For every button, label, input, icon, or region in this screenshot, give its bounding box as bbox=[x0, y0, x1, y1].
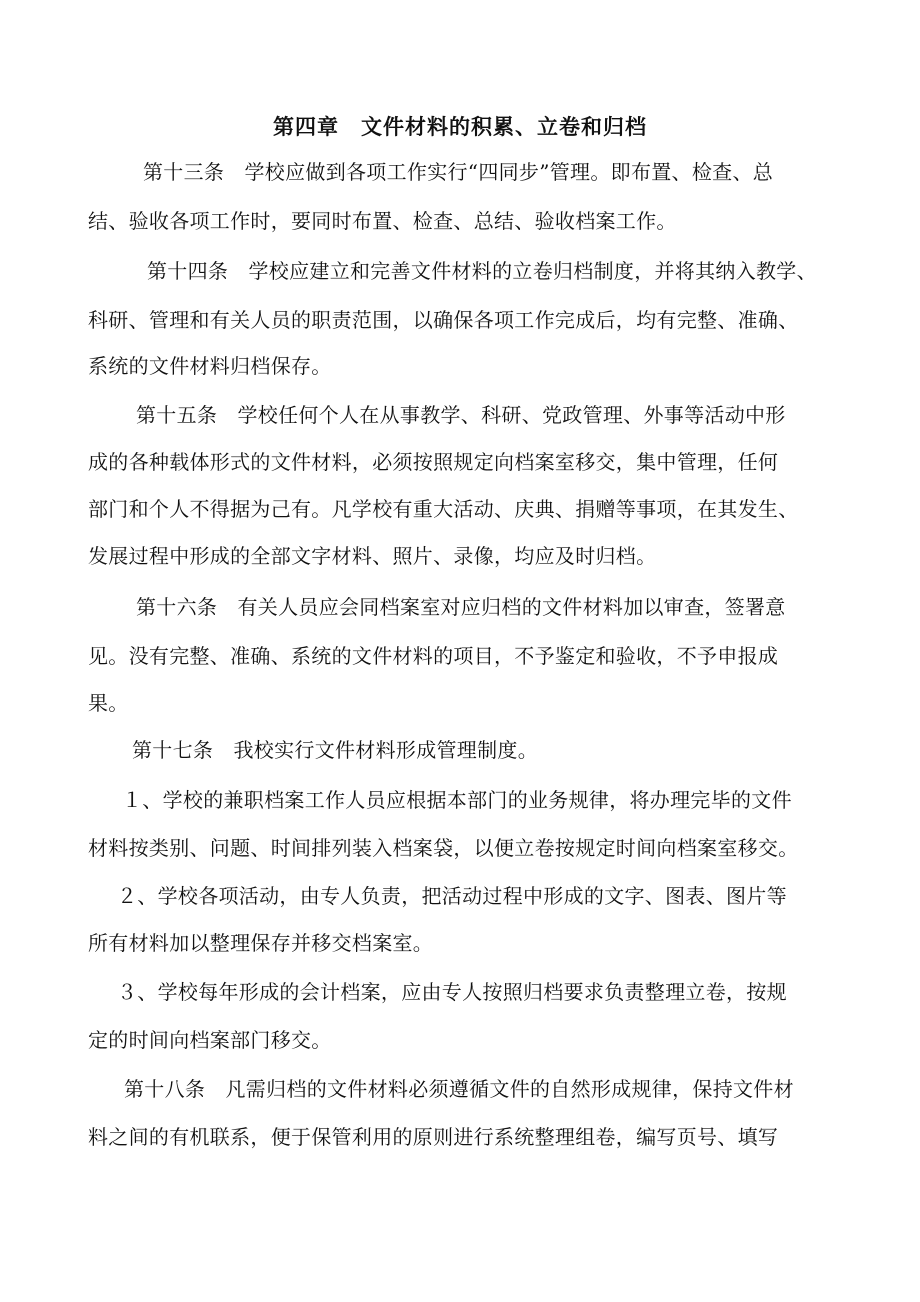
article-16-line-3: 果。 bbox=[88, 691, 129, 715]
article-13-line-1: 第十三条 学校应做到各项工作实行“四同步”管理。即布置、检查、总 bbox=[143, 160, 774, 184]
item-1-line-1: １、学校的兼职档案工作人员应根据本部门的业务规律，将办理完毕的文件 bbox=[122, 788, 792, 812]
chapter-title: 第四章 文件材料的积累、立卷和归档 bbox=[273, 114, 647, 139]
item-1-line-2: 材料按类别、问题、时间排列装入档案袋，以便立卷按规定时间向档案室移交。 bbox=[88, 836, 799, 860]
article-16-line-1: 第十六条 有关人员应会同档案室对应归档的文件材料加以审查，签署意 bbox=[136, 595, 786, 619]
item-2-line-1: ２、学校各项活动，由专人负责，把活动过程中形成的文字、图表、图片等 bbox=[117, 884, 787, 908]
article-14-line-1: 第十四条 学校应建立和完善文件材料的立卷归档制度，并将其纳入教学、 bbox=[147, 259, 817, 283]
article-15-line-3: 部门和个人不得据为己有。凡学校有重大活动、庆典、捐赠等事项，在其发生、 bbox=[88, 497, 799, 521]
item-3-line-2: 定的时间向档案部门移交。 bbox=[88, 1028, 332, 1052]
article-15-line-1: 第十五条 学校任何个人在从事教学、科研、党政管理、外事等活动中形 bbox=[136, 403, 786, 427]
item-3-line-1: ３、学校每年形成的会计档案，应由专人按照归档要求负责整理立卷，按规 bbox=[117, 980, 787, 1004]
article-14-line-2: 科研、管理和有关人员的职责范围，以确保各项工作完成后，均有完整、准确、 bbox=[88, 308, 799, 332]
article-15-line-2: 成的各种载体形式的文件材料，必须按照规定向档案室移交，集中管理，任何 bbox=[88, 450, 779, 474]
item-2-line-2: 所有材料加以整理保存并移交档案室。 bbox=[88, 931, 434, 955]
article-18-line-1: 第十八条 凡需归档的文件材料必须遵循文件的自然形成规律，保持文件材 bbox=[124, 1077, 794, 1101]
article-16-line-2: 见。没有完整、准确、系统的文件材料的项目，不予鉴定和验收，不予申报成 bbox=[88, 644, 779, 668]
article-17-line-1: 第十七条 我校实行文件材料形成管理制度。 bbox=[132, 738, 538, 762]
article-15-line-4: 发展过程中形成的全部文字材料、照片、录像，均应及时归档。 bbox=[88, 544, 657, 568]
article-13-line-2: 结、验收各项工作时，要同时布置、检查、总结、验收档案工作。 bbox=[88, 209, 677, 233]
article-14-line-3: 系统的文件材料归档保存。 bbox=[88, 354, 332, 378]
article-18-line-2: 料之间的有机联系，便于保管利用的原则进行系统整理组卷，编写页号、填写 bbox=[88, 1125, 779, 1149]
